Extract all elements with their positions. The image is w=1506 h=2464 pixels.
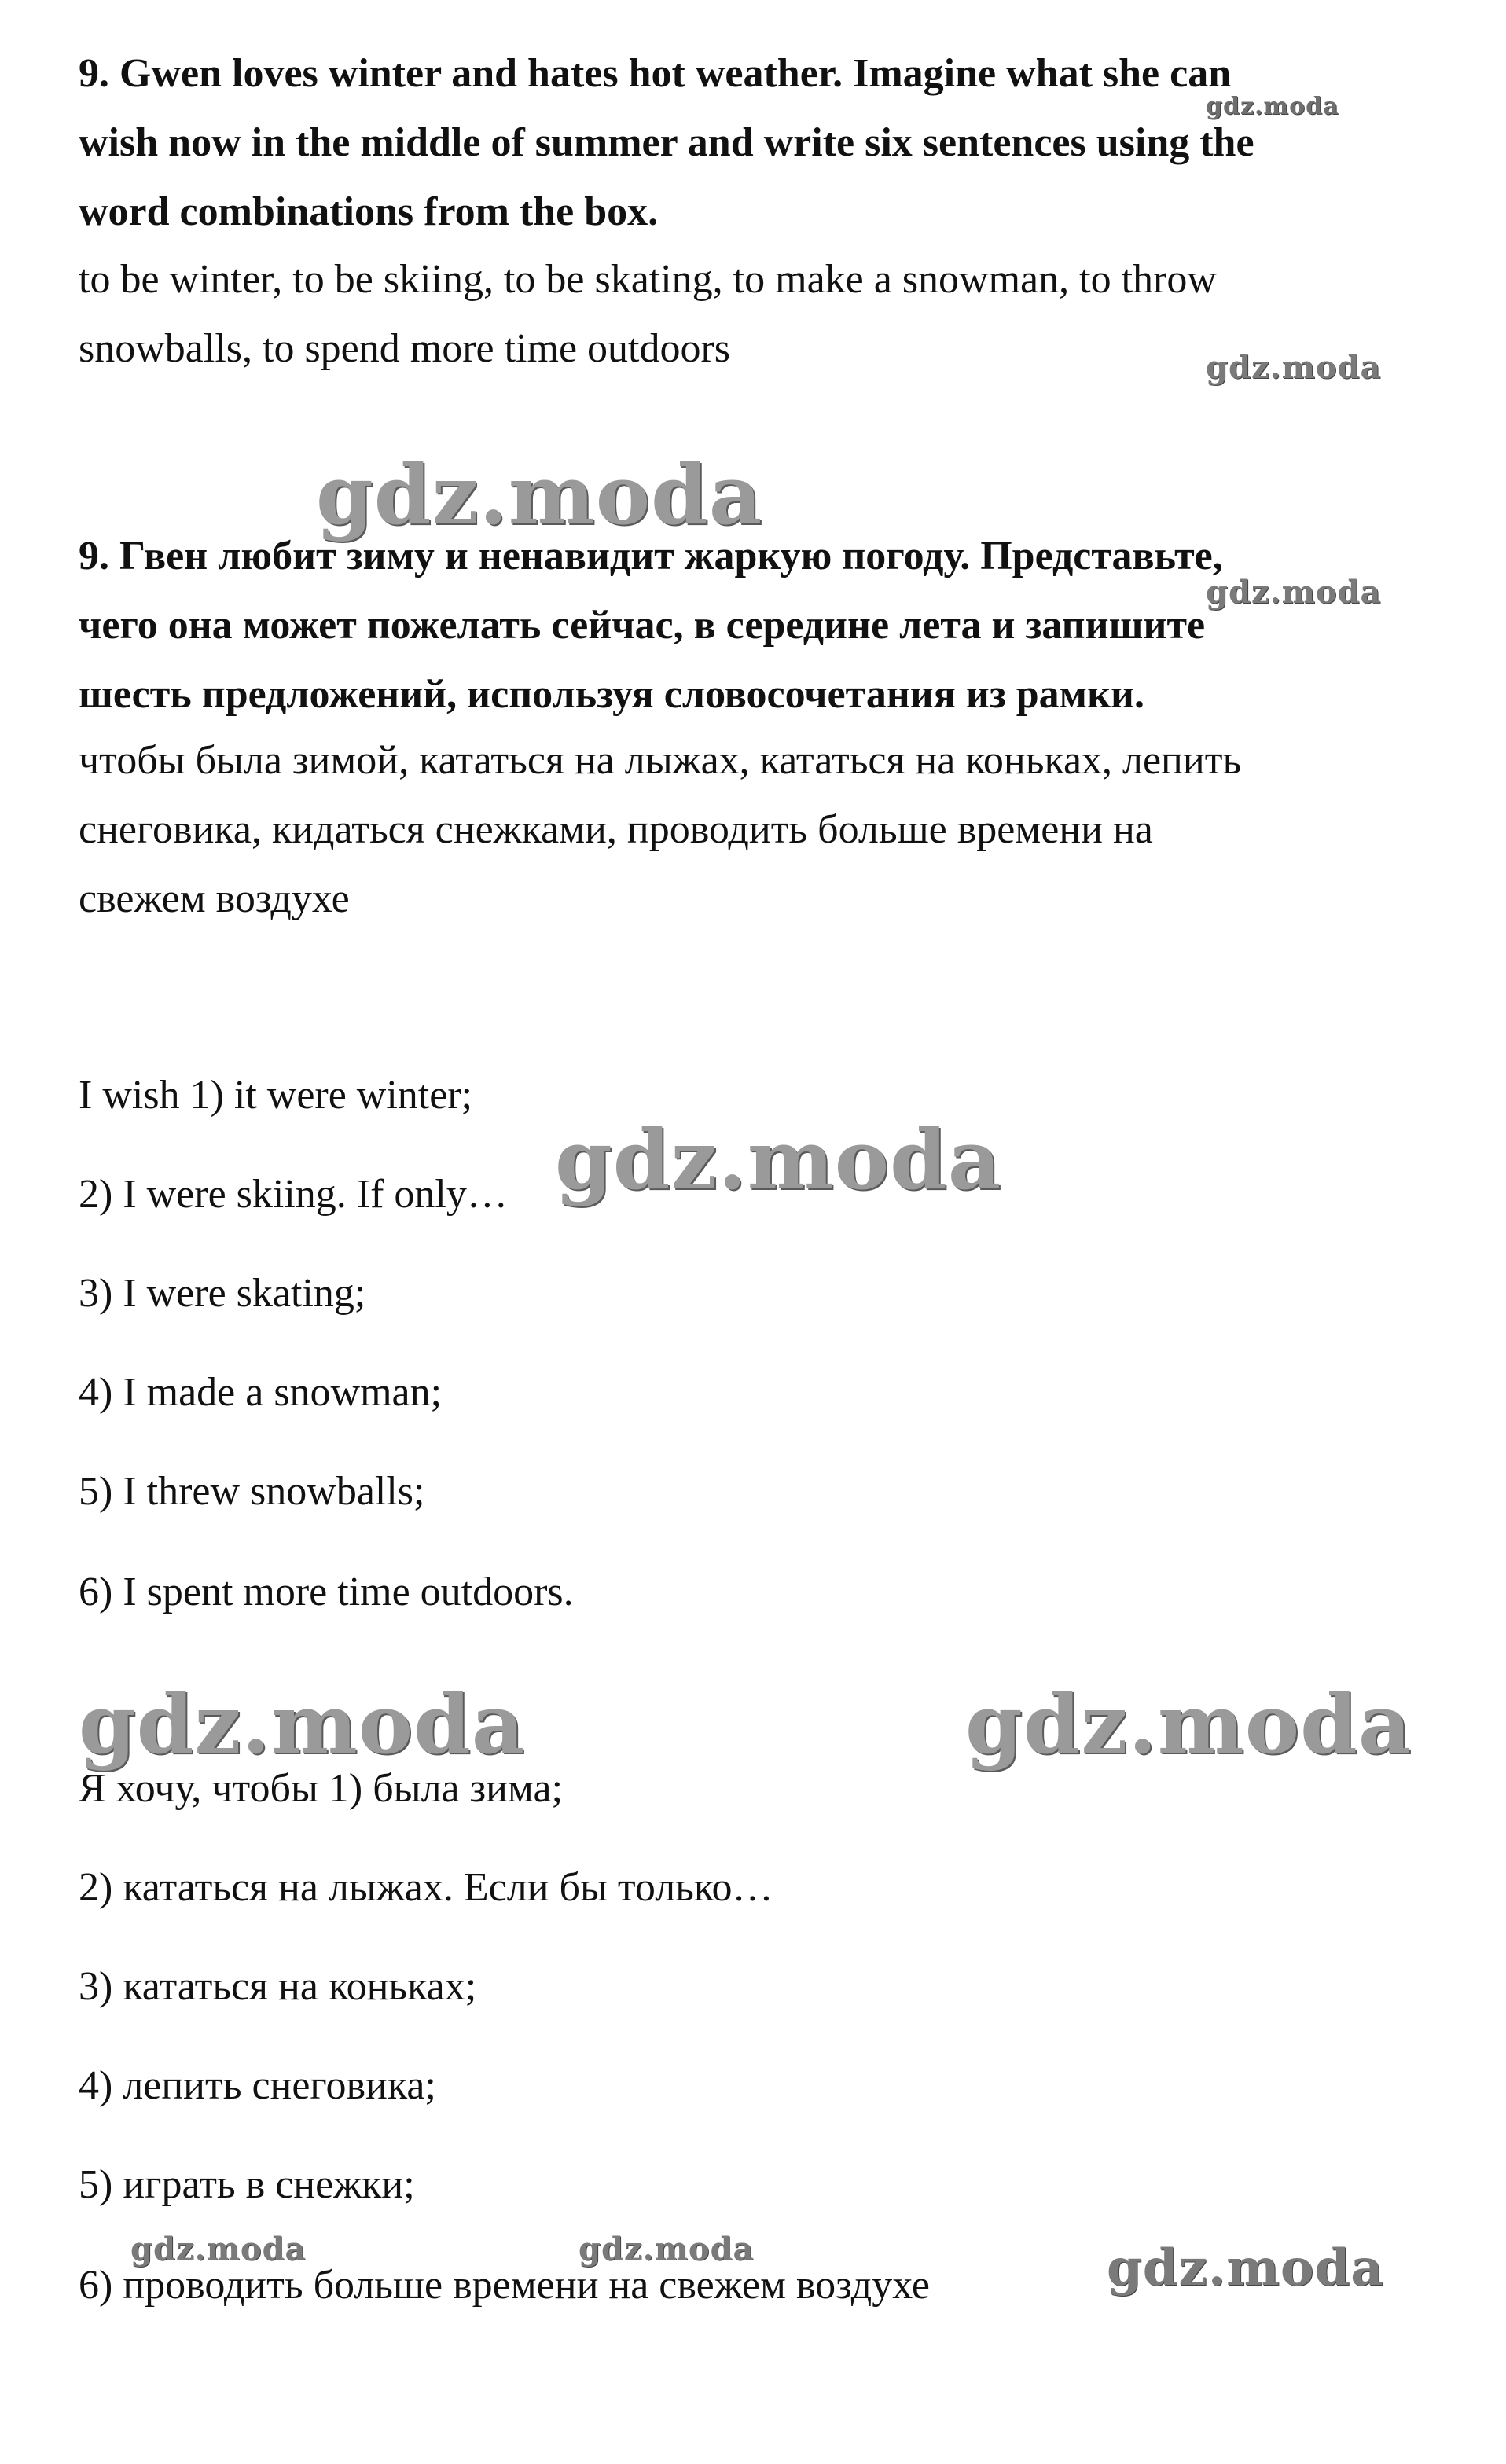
ru-box-line-2: снеговика, кидаться снежками, проводить больше времени на — [79, 807, 1153, 852]
ru-answer-line-3: 3) кататься на коньках; — [79, 1964, 477, 2009]
box-line-1: to be winter, to be skiing, to be skating, to make a snowman, to throw — [79, 257, 1217, 302]
answer-line-5: 5) I threw snowballs; — [79, 1469, 425, 1514]
watermark: gdz.moda — [316, 446, 763, 543]
ru-answer-line-2: 2) кататься на лыжах. Если бы только… — [79, 1865, 773, 1910]
watermark: gdz.moda — [1206, 574, 1382, 611]
ru-box-line-3: свежем воздухе — [79, 876, 350, 921]
answer-line-6: 6) I spent more time outdoors. — [79, 1570, 574, 1614]
ru-task-heading-line-2: чего она может пожелать сейчас, в середине лета и запишите — [79, 603, 1206, 648]
watermark: gdz.moda — [579, 2231, 755, 2268]
answer-line-4: 4) I made a snowman; — [79, 1370, 443, 1415]
task-heading-line-2: wish now in the middle of summer and write six sentences using the — [79, 120, 1254, 165]
ru-box-line-1: чтобы была зимой, кататься на лыжах, кататься на коньках, лепить — [79, 738, 1242, 783]
watermark: gdz.moda — [79, 1676, 526, 1772]
answer-line-2: 2) I were skiing. If only… — [79, 1172, 508, 1217]
watermark: gdz.moda — [1107, 2238, 1384, 2297]
watermark: gdz.moda — [1206, 93, 1339, 120]
task-heading-line-3: word combinations from the box. — [79, 189, 659, 234]
answer-line-1: I wish 1) it were winter; — [79, 1073, 473, 1118]
watermark: gdz.moda — [555, 1111, 1002, 1208]
ru-task-heading-line-3: шесть предложений, используя словосочетания из рамки. — [79, 672, 1144, 717]
watermark: gdz.moda — [1206, 349, 1382, 386]
ru-answer-line-1: Я хочу, чтобы 1) была зима; — [79, 1766, 564, 1811]
watermark: gdz.moda — [130, 2231, 307, 2268]
task-heading-line-1: 9. Gwen loves winter and hates hot weather. Imagine what she can — [79, 51, 1232, 96]
ru-task-heading-line-1: 9. Гвен любит зиму и ненавидит жаркую погоду. Представьте, — [79, 534, 1223, 578]
watermark: gdz.moda — [965, 1676, 1412, 1772]
ru-answer-line-5: 5) играть в снежки; — [79, 2162, 415, 2207]
box-line-2: snowballs, to spend more time outdoors — [79, 326, 731, 371]
answer-line-3: 3) I were skating; — [79, 1271, 366, 1316]
ru-answer-line-6: 6) проводить больше времени на свежем воздухе — [79, 2263, 930, 2308]
ru-answer-line-4: 4) лепить снеговика; — [79, 2063, 436, 2108]
